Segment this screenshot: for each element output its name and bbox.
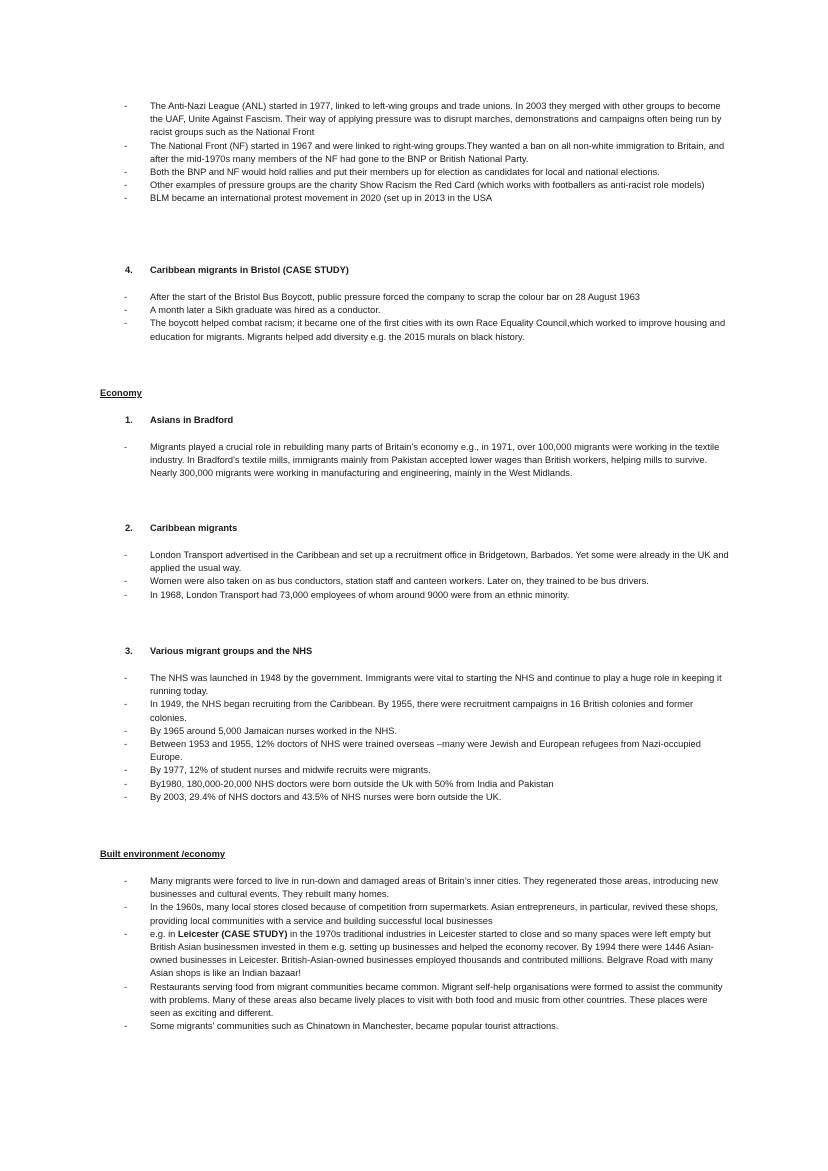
list-item: - The boycott helped combat racism; it became one of the first cities with its own Race Equality Council,which worked to improve housing and education for migrants. Migrants helped add diversity e.g. the 2015 murals on black history. bbox=[124, 318, 726, 342]
list-item: - The National Front (NF) started in 1967 and were linked to right-wing groups.They wanted a ban on all non-white immigration to Britain, and after the mid-1970s many members of the NF had gone to the BNP or British National Party. bbox=[124, 140, 725, 164]
list-item: - The Anti-Nazi League (ANL) started in 1977, linked to left-wing groups and trade unions. In 2003 they merged with other groups to become the UAF, Unite Against Fascism. Their way of applying pressure was to disrupt marches, demonstrations and campaigns often being run by racist groups such as the National Front bbox=[124, 101, 722, 138]
list-item: - Restaurants serving food from migrant communities became common. Migrant self-help organisations were formed to assist the community with problems. Many of these areas also became lively places to visit with both food and music from other countries. These places were seen as exciting and different. bbox=[124, 981, 723, 1019]
built-environment-heading: Built environment /economy bbox=[100, 849, 226, 859]
list-item: - By1980, 180,000-20,000 NHS doctors were born outside the Uk with 50% from India and Pakistan bbox=[124, 778, 554, 789]
list-item: - e.g. in Leicester (CASE STUDY) in the 1970s traditional industries in Leicester started to close and so many spaces were left empty but British Asian businessmen invested in them e.g. setting up businesses and helped the economy recover. By 1994 there were 1446 Asian-owned businesses in Leicester. British-Asian-owned businesses employed thousands and contributed millions. Belgrave Road with many Asian shops is like an Indian bazaar! bbox=[124, 928, 714, 979]
built-environment-list bbox=[0, 875, 828, 1033]
list-item: - By 1965 around 5,000 Jamaican nurses worked in the NHS. bbox=[124, 725, 398, 736]
list-item: - By 1977, 12% of student nurses and midwife recruits were migrants. bbox=[124, 765, 431, 776]
bradford-list bbox=[0, 441, 828, 481]
nhs-list bbox=[0, 672, 828, 804]
economy-heading: Economy bbox=[100, 388, 142, 398]
bristol-list bbox=[0, 291, 828, 344]
pressure-groups-list bbox=[0, 100, 828, 206]
leicester-case-study-label: Leicester (CASE STUDY) bbox=[177, 928, 288, 939]
list-item: - The NHS was launched in 1948 by the government. Immigrants were vital to starting the NHS and continue to play a huge role in keeping it running today. bbox=[124, 673, 722, 697]
list-item: - Migrants played a crucial role in rebuilding many parts of Britain’s economy e.g., in 1971, over 100,000 migrants were working in the textile industry. In Bradford’s textile mills, immigrants mainly from Pakistan accepted lower wages than British workers, helping mills to survive. Nearly 300,000 migrants were working in manufacturing and engineering, mainly in the West Midlands. bbox=[124, 442, 720, 479]
nhs-section-heading: 3. Various migrant groups and the NHS bbox=[125, 646, 313, 656]
list-item: - In 1949, the NHS began recruiting from the Caribbean. By 1955, there were recruitment campaigns in 16 British colonies and former colonies. bbox=[124, 699, 694, 723]
list-item: - London Transport advertised in the Caribbean and set up a recruitment office in Bridgetown, Barbados. Yet some were already in the UK and applied the usual way. bbox=[124, 550, 729, 574]
list-item: - Other examples of pressure groups are the charity Show Racism the Red Card (which works with footballers as anti-racist role models) bbox=[124, 180, 705, 191]
list-item: - Many migrants were forced to live in run-down and damaged areas of Britain’s inner cities. They regenerated those areas, introducing new businesses and cultural events. They rebuilt many homes. bbox=[124, 876, 719, 900]
bristol-section-heading: 4. Caribbean migrants in Bristol (CASE STUDY) bbox=[125, 265, 349, 275]
list-item: - In the 1960s, many local stores closed because of competition from supermarkets. Asian entrepreneurs, in particular, revived these shops, providing local communities with a service and building successful local businesses bbox=[124, 902, 718, 926]
list-item: - By 2003, 29.4% of NHS doctors and 43.5% of NHS nurses were born outside the UK. bbox=[124, 791, 502, 802]
list-item: - BLM became an international protest movement in 2020 (set up in 2013 in the USA bbox=[124, 193, 493, 204]
list-item: - Both the BNP and NF would hold rallies and put their members up for election as candidates for local and national elections. bbox=[124, 167, 660, 178]
caribbean-list bbox=[0, 549, 828, 602]
list-item: - After the start of the Bristol Bus Boycott, public pressure forced the company to scrap the colour bar on 28 August 1963 bbox=[124, 292, 640, 302]
bradford-section-heading: 1. Asians in Bradford bbox=[125, 415, 234, 425]
caribbean-section-heading: 2. Caribbean migrants bbox=[125, 523, 238, 533]
list-item: - Between 1953 and 1955, 12% doctors of NHS were trained overseas –many were Jewish and European refugees from Nazi-occupied Europe. bbox=[124, 739, 701, 763]
list-item: - In 1968, London Transport had 73,000 employees of whom around 9000 were from an ethnic minority. bbox=[124, 589, 570, 600]
list-item: - Some migrants’ communities such as Chinatown in Manchester, became popular tourist attractions. bbox=[124, 1021, 559, 1032]
list-item: - A month later a Sikh graduate was hired as a conductor. bbox=[124, 305, 381, 316]
list-item: - Women were also taken on as bus conductors, station staff and canteen workers. Later on, they trained to be bus drivers. bbox=[124, 576, 649, 587]
